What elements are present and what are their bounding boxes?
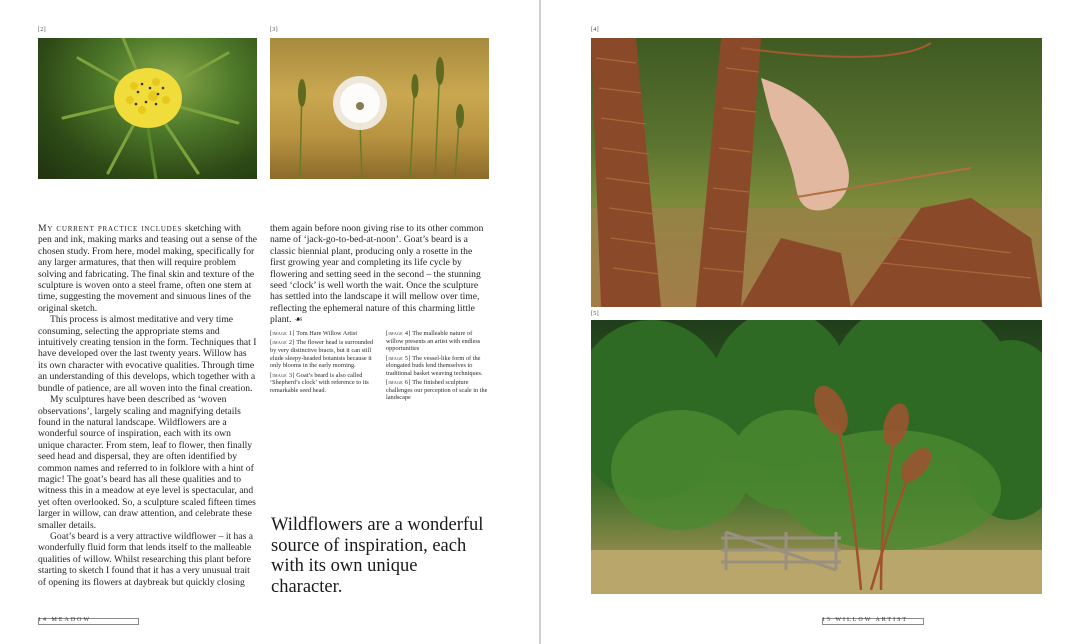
image-number-4: [4] — [591, 27, 599, 33]
flower-illustration — [38, 38, 257, 179]
caption-tag: [image 5] — [386, 354, 411, 362]
caption-text: The finished sculpture challenges our perception of scale in the landscape — [386, 379, 488, 402]
caption-image-3 — [270, 372, 376, 395]
paragraph-1 — [38, 223, 257, 314]
paragraph-4: Goat’s beard is a very attractive wildflower – it has a wonderfully fluid form that lends itself to the malleable qualities of willow. Whilst researching this plant before starting to sketch I found that it has a very unusual trait of opening its flowers at daybreak but quickly closing — [38, 530, 253, 588]
sculpture-landscape-photo — [591, 320, 1042, 594]
caption-tag: [image 1] — [270, 330, 295, 337]
right-page — [541, 0, 1080, 644]
folio-right: 15 WILLOW ARTIST — [822, 617, 909, 623]
paragraph-5-text: them again before noon giving rise to its other common name of ‘jack-go-to-bed-at-noon’. Goat’s beard is a classic biennial plant, producing only a rosette in the first growing year and completing its life cycle by flowering and setting seed in the second – the stunning seed ‘clock’ is well worth the wait. Once the sculpture has settled into the landscape it will mellow over time, reflecting the ephemeral nature of this charming little plant. — [270, 223, 484, 326]
body-text-column-2 — [270, 223, 489, 326]
weaving-illustration — [591, 38, 1042, 307]
caption-tag: [image 3] — [270, 371, 295, 379]
pull-quote: Wildflowers are a wonderful source of inspiration, each with its own unique character. — [271, 515, 484, 597]
captions-column-2 — [386, 330, 490, 404]
end-mark-icon: ☙ — [294, 314, 303, 325]
paragraph-2: This process is almost meditative and very time consuming, selecting the appropriate stems and intuitively creating tension in the form. Techniques that I have developed over the last twenty years. Willow has its own character with evocative qualities. Through time an understanding of this develops, which together with a bundle of patience, are all woven into the final creation. — [38, 314, 257, 394]
caption-image-4 — [386, 330, 490, 353]
captions-column-1 — [270, 330, 376, 396]
caption-tag: [image 6] — [386, 379, 411, 387]
caption-image-1 — [270, 330, 376, 338]
seed-clock-photo — [270, 38, 489, 179]
paragraph-5 — [270, 223, 489, 326]
paragraph-1-text: sketching with pen and ink, making marks and teasing out a sense of the chosen study. From here, model making, specifically for any larger armatures, that then will require problem solving and fabricating. The final skin and texture of the sculpture is woven onto a steel frame, often one stem at time, suggesting the movement and sinuous lines of the original sketch. — [38, 223, 258, 314]
image-number-5: [5] — [591, 311, 599, 317]
left-page — [0, 0, 539, 644]
caption-tag: [image 2] — [270, 339, 295, 347]
hand-weaving-willow-photo — [591, 38, 1042, 307]
seed-clock-illustration — [270, 38, 489, 179]
paragraph-lead-in: My current practice includes — [38, 223, 183, 234]
image-number-3: [3] — [270, 27, 278, 33]
caption-image-6 — [386, 379, 490, 402]
caption-text: The flower head is surrounded by very distinctive bracts, but it can still elude sleepy-headed botanists because it only blooms in the early morning. — [270, 339, 374, 370]
caption-text: Tom Hare Willow Artist — [294, 330, 358, 337]
caption-image-2 — [270, 339, 376, 369]
caption-image-5 — [386, 355, 490, 378]
caption-text: Goat’s beard is also called ‘Shepherd’s clock’ with reference to its remarkable seed head. — [270, 371, 369, 394]
body-text-column-1 — [38, 223, 257, 588]
folio-left: 14 MEADOW — [38, 617, 92, 623]
caption-text: The vessel-like form of the elongated buds lend themselves to traditional basket weaving techniques. — [386, 354, 483, 377]
caption-text: The malleable nature of willow presents an artist with endless opportunities — [386, 330, 481, 353]
caption-tag: [image 4] — [386, 330, 411, 337]
goats-beard-flower-photo — [38, 38, 257, 179]
landscape-illustration — [591, 320, 1042, 594]
paragraph-3: My sculptures have been described as ‘woven observations’, largely scaling and magnifying details found in the natural landscape. Wildflowers are a wonderful source of inspiration, each with its own unique character. From stem, leaf to flower, then finally seed head and dispersal, they are often identified by common names and referred to in folklore with a hint of magic! The goat’s beard has all these qualities and to witness this in a meadow at eye level is spectacular, and yet often overlooked. So, a sculpture scaled fifteen times larger in willow, can draw attention, and celebrate these smaller details. — [38, 394, 256, 531]
image-number-2: [2] — [38, 27, 46, 33]
